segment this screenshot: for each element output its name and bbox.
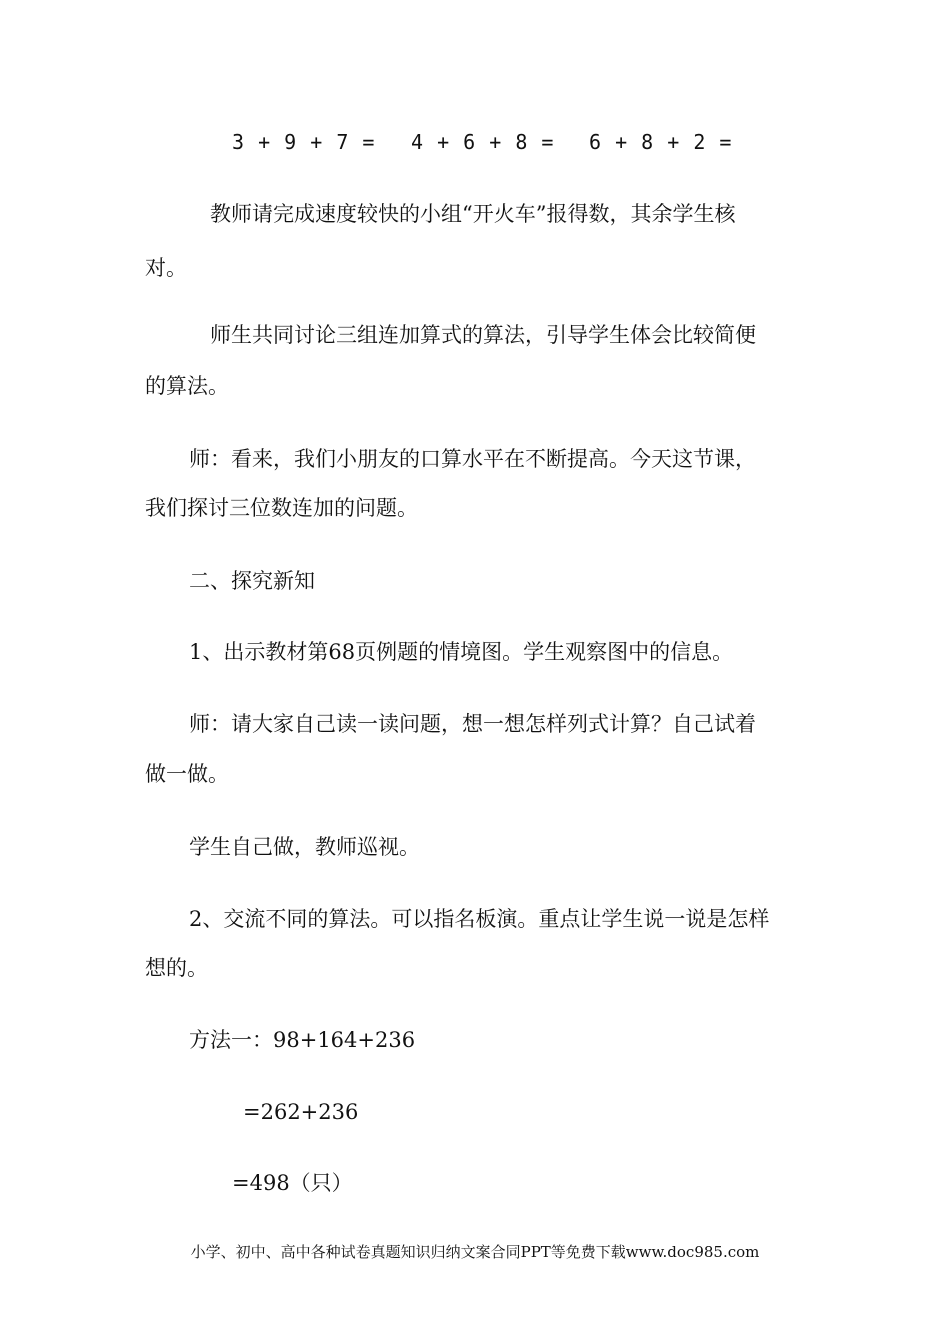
page-footer: 小学、初中、高中各种试卷真题知识归纳文案合同PPT等免费下载www.doc985.com — [190, 1243, 760, 1261]
paragraph-line: 2、交流不同的算法。可以指名板演。重点让学生说一说是怎样 — [189, 907, 770, 931]
paragraph-line: 的算法。 — [145, 374, 229, 398]
section-heading: 二、探究新知 — [189, 569, 315, 593]
paragraph-line: 1、出示教材第68页例题的情境图。学生观察图中的信息。 — [189, 640, 734, 664]
method-line-2: =262+236 — [243, 1100, 359, 1124]
paragraph-line: 做一做。 — [145, 762, 229, 786]
paragraph-line: 想的。 — [145, 956, 208, 980]
paragraph-line: 我们探讨三位数连加的问题。 — [145, 496, 418, 520]
equation-2: 4 + 6 + 8 = — [411, 130, 555, 154]
method-line-1: 方法一：98+164+236 — [189, 1028, 416, 1052]
paragraph-line: 师：请大家自己读一读问题，想一想怎样列式计算？自己试着 — [189, 712, 756, 736]
equation-1: 3 + 9 + 7 = — [232, 130, 376, 154]
paragraph-line: 教师请完成速度较快的小组“开火车”报得数，其余学生核 — [210, 202, 736, 226]
method-line-3: =498（只） — [232, 1171, 353, 1195]
equation-3: 6 + 8 + 2 = — [589, 130, 733, 154]
paragraph-line: 师生共同讨论三组连加算式的算法，引导学生体会比较简便 — [210, 323, 756, 347]
paragraph-line: 对。 — [145, 256, 187, 280]
paragraph-line: 学生自己做，教师巡视。 — [189, 835, 420, 859]
paragraph-line: 师：看来，我们小朋友的口算水平在不断提高。今天这节课， — [189, 447, 756, 471]
